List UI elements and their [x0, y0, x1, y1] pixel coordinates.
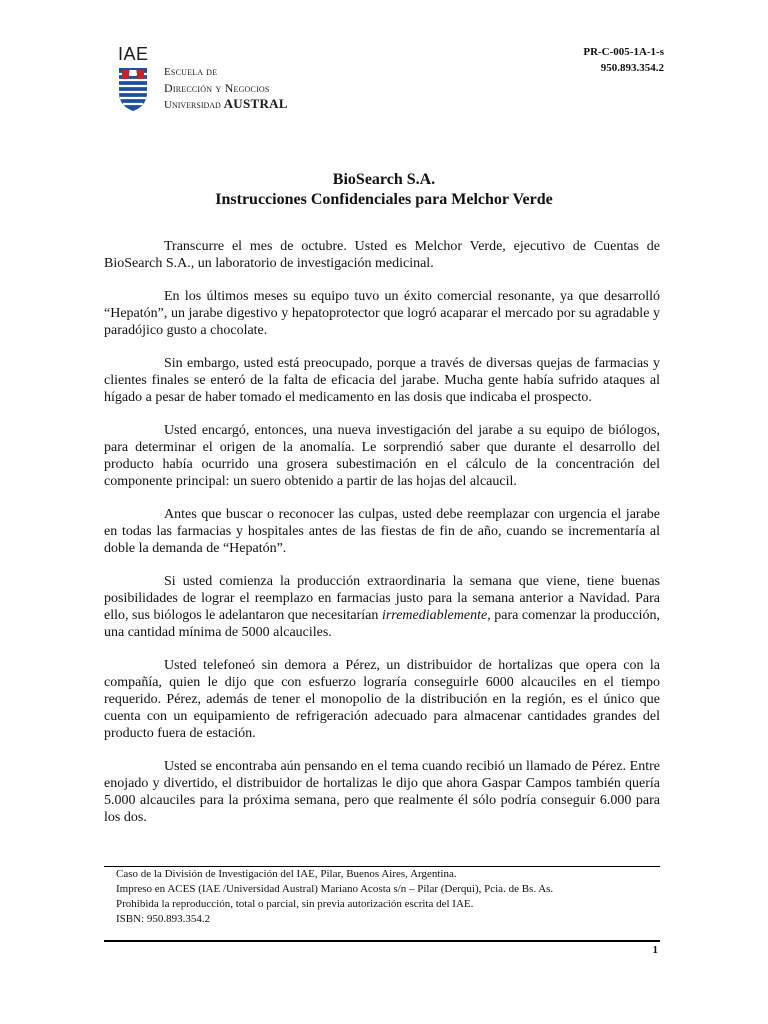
logo-line-university — [164, 96, 288, 113]
paragraph-6-emphasis: irremediablemente — [381, 608, 488, 623]
paragraph-2: En los últimos meses su equipo tuvo un éxito comercial resonante, ya que desarrolló “Hepatón”, un jarabe digestivo y hepatoprotector que logró acaparar el mercado por su agradable y paradójico gusto a chocolate. — [104, 289, 660, 338]
document-code-line2: 950.893.354.2 — [600, 62, 664, 74]
logo-wordmark — [164, 64, 288, 113]
shield-icon — [118, 66, 148, 112]
paragraph-7: Usted telefoneó sin demora a Pérez, un distribuidor de hortalizas que opera con la compañía, quien le dijo que con esfuerzo lograría conseguirle 6000 alcauciles en el tiempo requerido. Pérez, además de tener el monopolio de la distribución en la región, es el único que cuenta con un equipamiento de refrigeración adecuado para almacenar cantidades grandes del producto fuera de estación. — [104, 658, 660, 741]
paragraph-6-text: Si usted comienza la producción extraordinaria la semana que viene, tiene buenas posibilidades de lograr el reemplazo en farmacias justo para la semana anterior a Navidad. Para ello, sus biólogos le adelantaron que necesitarían — [104, 574, 660, 623]
paragraph-6-text-end: , para comenzar la producción, una cantidad mínima de 5000 alcauciles. — [104, 608, 660, 640]
document-title — [0, 170, 768, 210]
document-body — [104, 238, 660, 842]
paragraph-1: Transcurre el mes de octubre. Usted es Melchor Verde, ejecutivo de Cuentas de BioSearch S.A., un laboratorio de investigación medicinal. — [104, 239, 660, 271]
logo-iae-text: IAE — [118, 44, 149, 64]
logo-university-prefix: Universidad — [164, 99, 224, 111]
title-company: BioSearch S.A. — [332, 171, 436, 188]
paragraph-4: Usted encargó, entonces, una nueva investigación del jarabe a su equipo de biólogos, para determinar el origen de la anomalía. Le sorprendió saber que durante el desarrollo del producto había ocurrido una grosera subestimación en el cálculo de la concentración del componente principal: un suero obtenido a partir de las hojas del alcaucil. — [104, 423, 660, 489]
iae-logo — [114, 44, 314, 116]
paragraph-6 — [104, 573, 660, 641]
footer-notes — [116, 867, 656, 927]
logo-line-direction: Dirección y Negocios — [164, 81, 270, 95]
footer-line-case: Caso de la División de Investigación del IAE, Pilar, Buenos Aires, Argentina. — [116, 868, 457, 880]
logo-line-school: Escuela de — [164, 66, 218, 78]
paragraph-3: Sin embargo, usted está preocupado, porque a través de diversas quejas de farmacias y clientes finales se enteró de la falta de eficacia del jarabe. Mucha gente había sufrido ataques al hígado a pesar de haber tomado el medicamento en las dosis que indicaba el prospecto. — [104, 356, 660, 405]
title-subtitle: Instrucciones Confidenciales para Melchor Verde — [215, 191, 553, 208]
document-code-line1: PR-C-005-1A-1-s — [583, 46, 664, 58]
paragraph-5: Antes que buscar o reconocer las culpas, usted debe reemplazar con urgencia el jarabe en todas las farmacias y hospitales antes de las fiestas de fin de año, cuando se incrementaría al doble la demanda de “Hepatón”. — [104, 507, 660, 556]
paragraph-8: Usted se encontraba aún pensando en el tema cuando recibió un llamado de Pérez. Entre enojado y divertido, el distribuidor de hortalizas le dijo que ahora Gaspar Campos también quería 5.000 alcauciles para la próxima semana, pero que realmente él sólo podría conseguir 6.000 para los dos. — [104, 759, 660, 825]
footer-line-printed: Impreso en ACES (IAE /Universidad Austral) Mariano Acosta s/n – Pilar (Derqui), Pcia. de Bs. As. — [116, 883, 554, 895]
document-code — [583, 44, 664, 76]
page-number: 1 — [652, 944, 658, 956]
bottom-divider — [104, 940, 660, 942]
footer-line-isbn: ISBN: 950.893.354.2 — [116, 913, 211, 925]
footer-line-copyright: Prohibida la reproducción, total o parcial, sin previa autorización escrita del IAE. — [116, 898, 474, 910]
logo-university-name: AUSTRAL — [223, 96, 288, 111]
